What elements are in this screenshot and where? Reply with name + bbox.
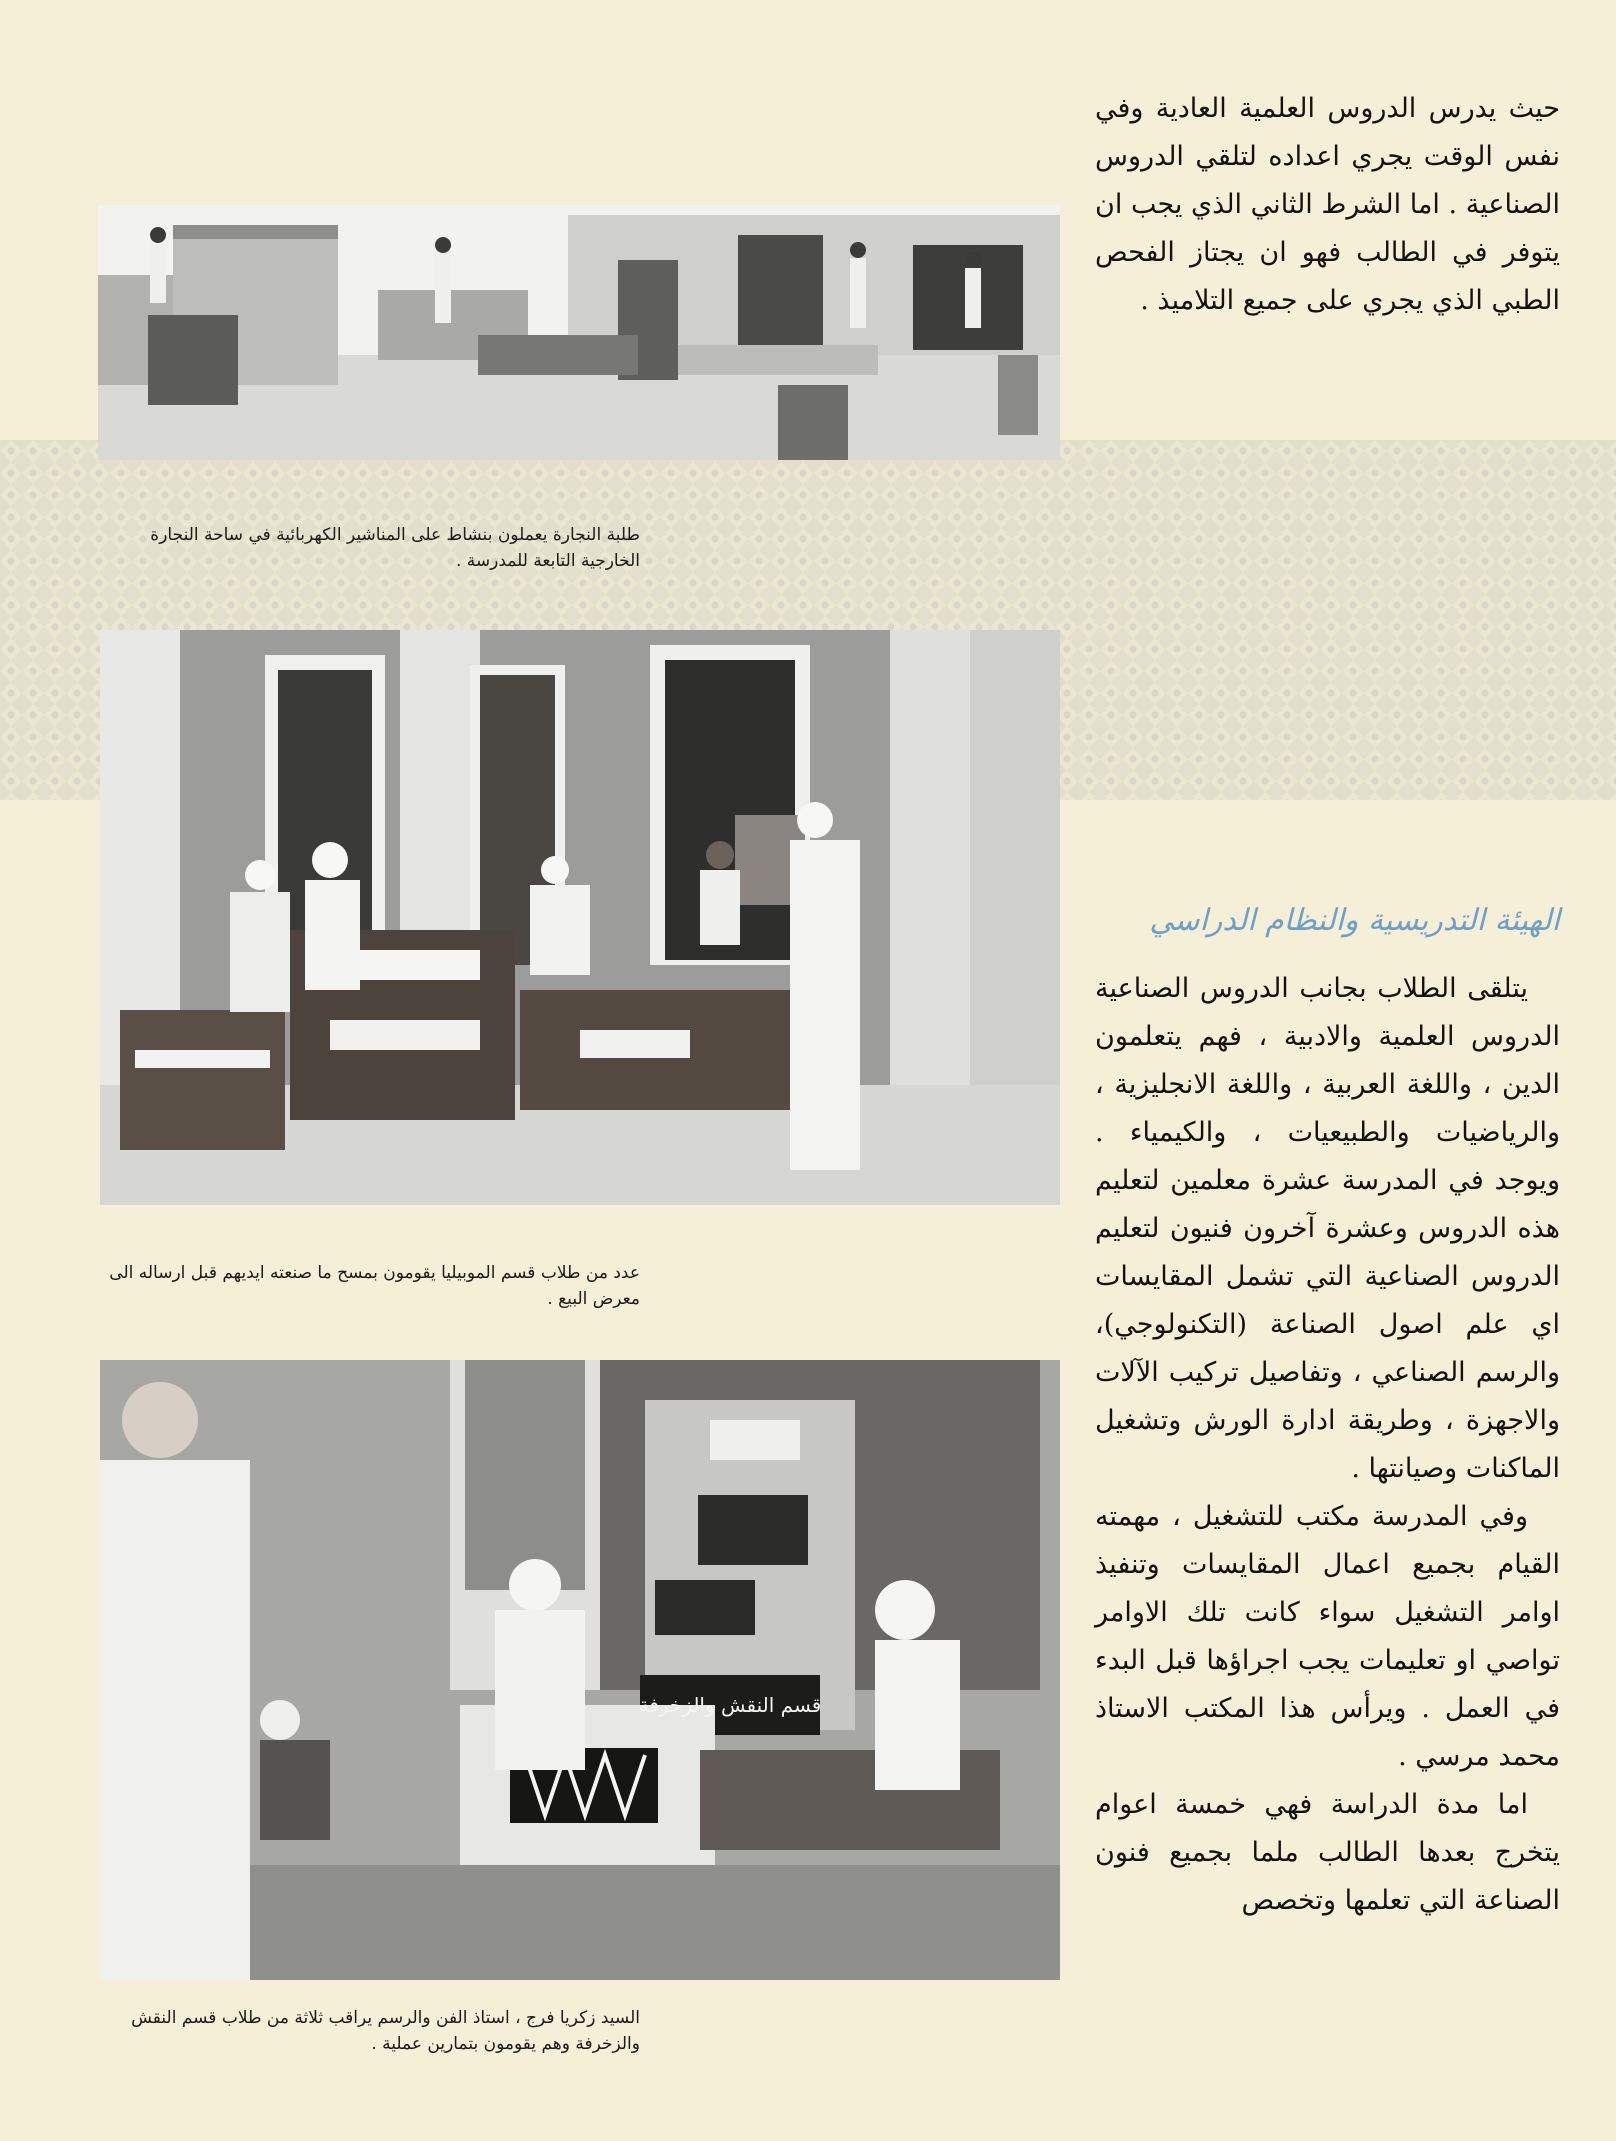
carpentry-yard-caption: طلبة النجارة يعملون بنشاط على المناشير الكهربائية في ساحة النجارة الخارجية التابعة للمدرسة . bbox=[150, 525, 640, 571]
carpentry-yard-photo bbox=[98, 205, 1060, 460]
intro-paragraph: حيث يدرس الدروس العلمية العادية وفي نفس الوقت يجري اعداده لتلقي الدروس الصناعية . اما الشرط الثاني الذي يجب ان يتوفر في الطالب فهو ان يجتاز الفحص الطبي الذي يجري على جميع التلاميذ . bbox=[1095, 93, 1560, 316]
engraving-department-photo bbox=[100, 1360, 1060, 1980]
article-body bbox=[1095, 965, 1560, 1925]
body-paragraph: يتلقى الطلاب بجانب الدروس الصناعية الدروس العلمية والادبية ، فهم يتعلمون الدين ، واللغة العربية ، واللغة الانجليزية ، والرياضيات والطبيعيات ، والكيمياء . ويوجد في المدرسة عشرة معلمين لتعليم هذه الدروس وعشرة آخرون فنيون لتعليم الدروس الصناعية التي تشمل المقايسات اي علم اصول الصناعة (التكنولوجي)، والرسم الصناعي ، وتفاصيل تركيب الآلات والاجهزة ، وطريقة ادارة الورش وتشغيل الماكنات وصيانتها . bbox=[1095, 973, 1560, 1484]
body-paragraph: وفي المدرسة مكتب للتشغيل ، مهمته القيام بجميع اعمال المقايسات وتنفيذ اوامر التشغيل سواء كانت تلك الاوامر تواصي او تعليمات يجب اجراؤها قبل البدء في العمل . ويرأس هذا المكتب الاستاذ محمد مرسي . bbox=[1095, 1501, 1560, 1772]
engraving-board-label: قسم النقش والزخرفة bbox=[638, 1693, 822, 1717]
body-paragraph: اما مدة الدراسة فهي خمسة اعوام يتخرج بعدها الطالب ملما بجميع فنون الصناعة التي تعلمها وتخصص bbox=[1095, 1789, 1560, 1916]
furniture-students-caption: عدد من طلاب قسم الموبيليا يقومون بمسح ما صنعته ايديهم قبل ارساله الى معرض البيع . bbox=[109, 1263, 640, 1309]
article-intro bbox=[1095, 85, 1560, 325]
engraving-department-caption: السيد زكريا فرج ، استاذ الفن والرسم يراقب ثلاثة من طلاب قسم النقش والزخرفة وهم يقومون بتمارين عملية . bbox=[131, 2008, 640, 2054]
furniture-students-photo bbox=[100, 630, 1060, 1205]
section-heading: الهيئة التدريسية والنظام الدراسي bbox=[1149, 903, 1560, 938]
